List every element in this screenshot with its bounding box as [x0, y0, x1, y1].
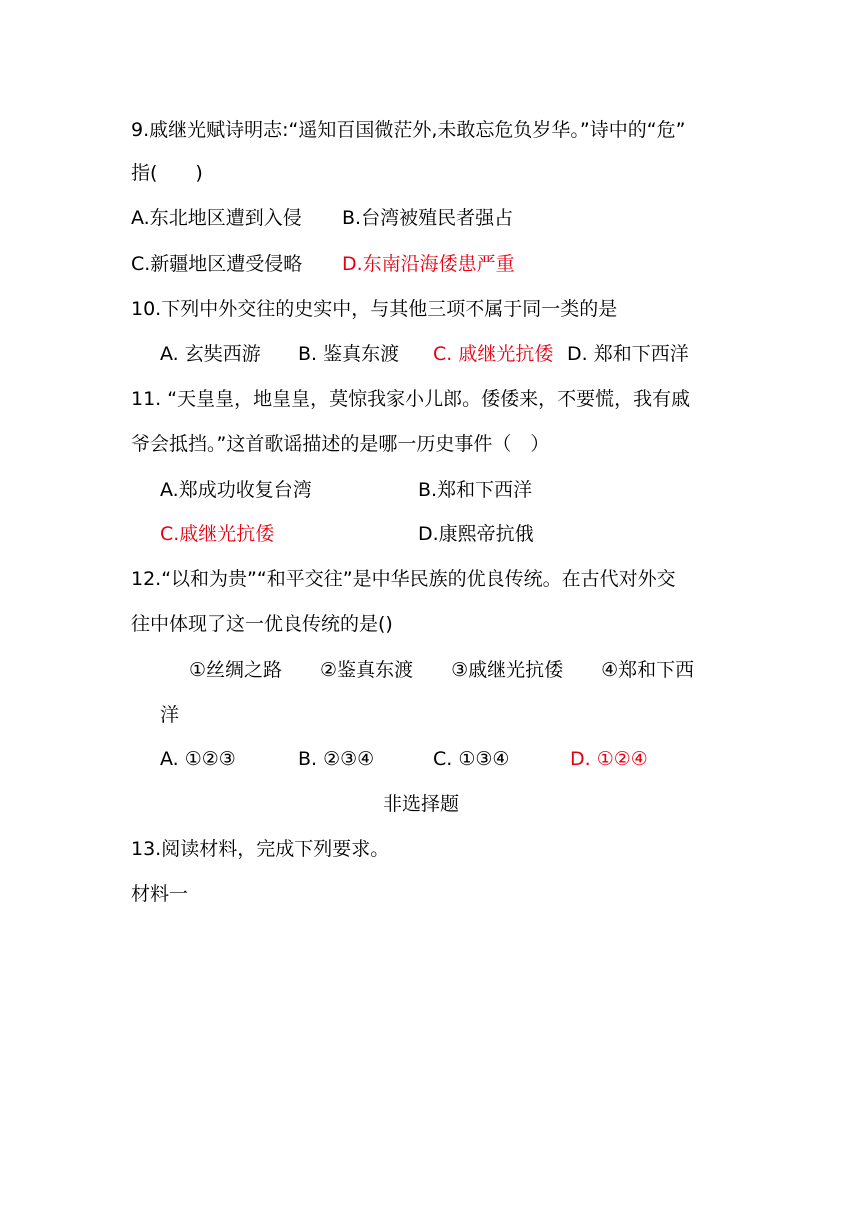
q13-material-label: 材料一 [131, 883, 189, 905]
q13-stem: 13.阅读材料，完成下列要求。 [131, 838, 390, 860]
q12-option-c: C. ①③④ [433, 748, 510, 770]
q9-option-a: A.东北地区遭到入侵 [131, 207, 302, 229]
q11-option-b: B.郑和下西洋 [418, 479, 533, 501]
q10-option-d: D. 郑和下西洋 [567, 343, 689, 365]
q9-option-d-answer: D.东南沿海倭患严重 [342, 253, 515, 275]
q10-option-a: A. 玄奘西游 [160, 343, 261, 365]
q9-stem-line2: 指( ) [131, 162, 203, 184]
q12-stem-line2: 往中体现了这一优良传统的是() [131, 613, 393, 635]
q10-option-b: B. 鉴真东渡 [298, 343, 400, 365]
q12-items-line2: 洋 [160, 704, 180, 726]
section-title: 非选择题 [383, 793, 460, 815]
q11-option-a: A.郑成功收复台湾 [160, 479, 312, 501]
q12-option-b: B. ②③④ [298, 748, 375, 770]
q9-option-b: B.台湾被殖民者强占 [342, 207, 514, 229]
q9-stem-line1: 9.戚继光赋诗明志:“遥知百国微茫外,未敢忘危负岁华。”诗中的“危” [131, 119, 686, 141]
q10-option-c-answer: C. 戚继光抗倭 [433, 343, 554, 365]
q10-stem: 10.下列中外交往的史实中，与其他三项不属于同一类的是 [131, 298, 618, 320]
q11-option-d: D.康熙帝抗俄 [418, 523, 534, 545]
q11-option-c-answer: C.戚继光抗倭 [160, 523, 275, 545]
q12-option-a: A. ①②③ [160, 748, 236, 770]
q9-option-c: C.新疆地区遭受侵略 [131, 253, 303, 275]
q12-option-d-answer: D. ①②④ [570, 748, 648, 770]
q12-stem-line1: 12.“以和为贵”“和平交往”是中华民族的优良传统。在古代对外交 [131, 568, 676, 590]
q11-stem-line1: 11. “天皇皇，地皇皇，莫惊我家小儿郎。倭倭来，不要慌，我有戚 [131, 388, 691, 410]
q12-items-line1: ①丝绸之路 ②鉴真东渡 ③戚继光抗倭 ④郑和下西 [189, 659, 695, 681]
q11-stem-line2: 爷会抵挡。”这首歌谣描述的是哪一历史事件（ ） [131, 433, 550, 455]
